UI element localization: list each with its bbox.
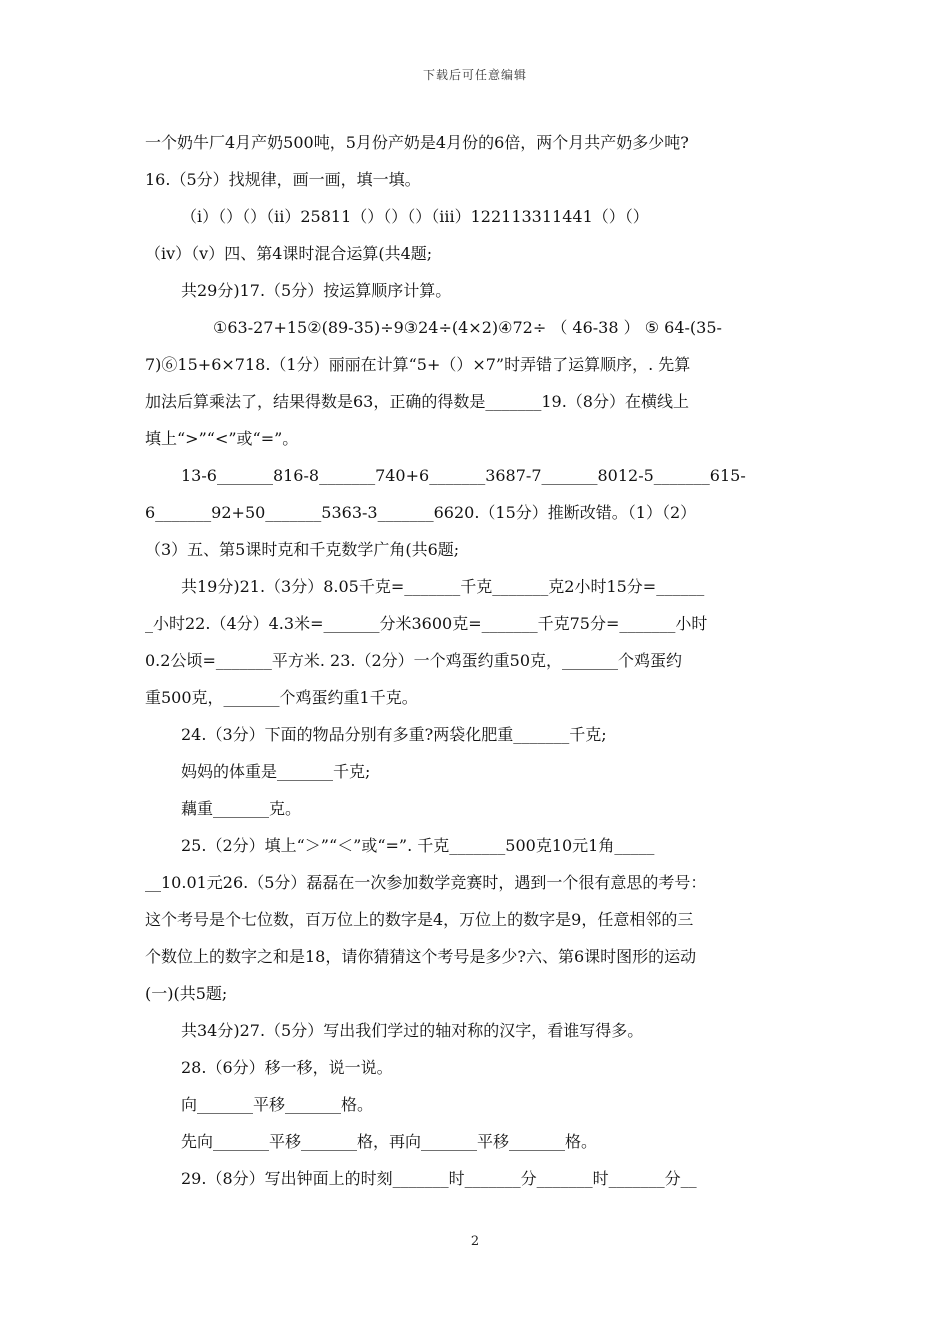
text-line-15: 0.2公顷=_______平方米. 23.（2分）一个鸡蛋约重50克，_______个鸡蛋约 (145, 651, 683, 670)
text-line-21: __10.01元26.（5分）磊磊在一次参加数学竞赛时，遇到一个很有意思的考号： (145, 873, 707, 892)
text-line-25: 共34分)27.（5分）写出我们学过的轴对称的汉字，看谁写得多。 (181, 1021, 644, 1040)
text-line-18: 妈妈的体重是_______千克; (181, 762, 371, 781)
text-line-28: 先向_______平移_______格，再向_______平移_______格。 (181, 1132, 598, 1151)
text-line-17: 24.（3分）下面的物品分别有多重?两袋化肥重_______千克; (181, 725, 607, 744)
text-line-6: ①63-27+15②(89-35)÷9③24÷(4×2)④72÷ （ 46-38 ） ⑤ 64-(35- (213, 318, 722, 337)
text-line-8: 加法后算乘法了，结果得数是63，正确的得数是_______19.（8分）在横线上 (145, 392, 689, 411)
text-line-10: 13-6_______816-8_______740+6_______3687-7_______8012-5_______615- (181, 466, 746, 485)
text-line-11: 6_______92+50_______5363-3_______6620.（15分）推断改错。（1）（2） (145, 503, 697, 522)
text-line-27: 向_______平移_______格。 (181, 1095, 374, 1114)
text-line-9: 填上“>”“<”或“=”。 (145, 429, 299, 448)
text-line-14: _小时22.（4分）4.3米=_______分米3600克=_______千克75分=_______小时 (145, 614, 708, 633)
page-number: 2 (470, 1234, 480, 1249)
text-line-22: 这个考号是个七位数，百万位上的数字是4，万位上的数字是9，任意相邻的三 (145, 910, 694, 929)
text-line-24: (一)(共5题; (145, 984, 228, 1003)
text-line-16: 重500克，_______个鸡蛋约重1千克。 (145, 688, 418, 707)
text-line-1: 一个奶牛厂4月产奶500吨，5月份产奶是4月份的6倍，两个月共产奶多少吨? (145, 133, 689, 152)
page-header: 下载后可任意编辑 (422, 68, 527, 82)
text-line-5: 共29分)17.（5分）按运算顺序计算。 (181, 281, 452, 300)
text-line-3: （i）（）（）（ii）25811（）（）（）（iii）122113311441（）（） (181, 207, 649, 226)
text-line-2: 16.（5分）找规律，画一画，填一填。 (145, 170, 421, 189)
text-line-13: 共19分)21.（3分）8.05千克=_______千克_______克2小时15分=______ (181, 577, 705, 596)
text-line-7: 7)⑥15+6×718.（1分）丽丽在计算“5+（）×7”时弄错了运算顺序，. 先算 (145, 355, 691, 374)
text-line-23: 个数位上的数字之和是18，请你猜猜这个考号是多少?六、第6课时图形的运动 (145, 947, 697, 966)
text-line-4: （iv）（v）四、第4课时混合运算(共4题; (145, 244, 433, 263)
text-line-26: 28.（6分）移一移，说一说。 (181, 1058, 393, 1077)
text-line-20: 25.（2分）填上“＞”“＜”或“=”. 千克_______500克10元1角_____ (181, 836, 655, 855)
text-line-29: 29.（8分）写出钟面上的时刻_______时_______分_______时_______分__ (181, 1169, 697, 1188)
text-line-12: （3）五、第5课时克和千克数学广角(共6题; (145, 540, 460, 559)
text-line-19: 藕重_______克。 (181, 799, 302, 818)
document-body (145, 124, 810, 1197)
